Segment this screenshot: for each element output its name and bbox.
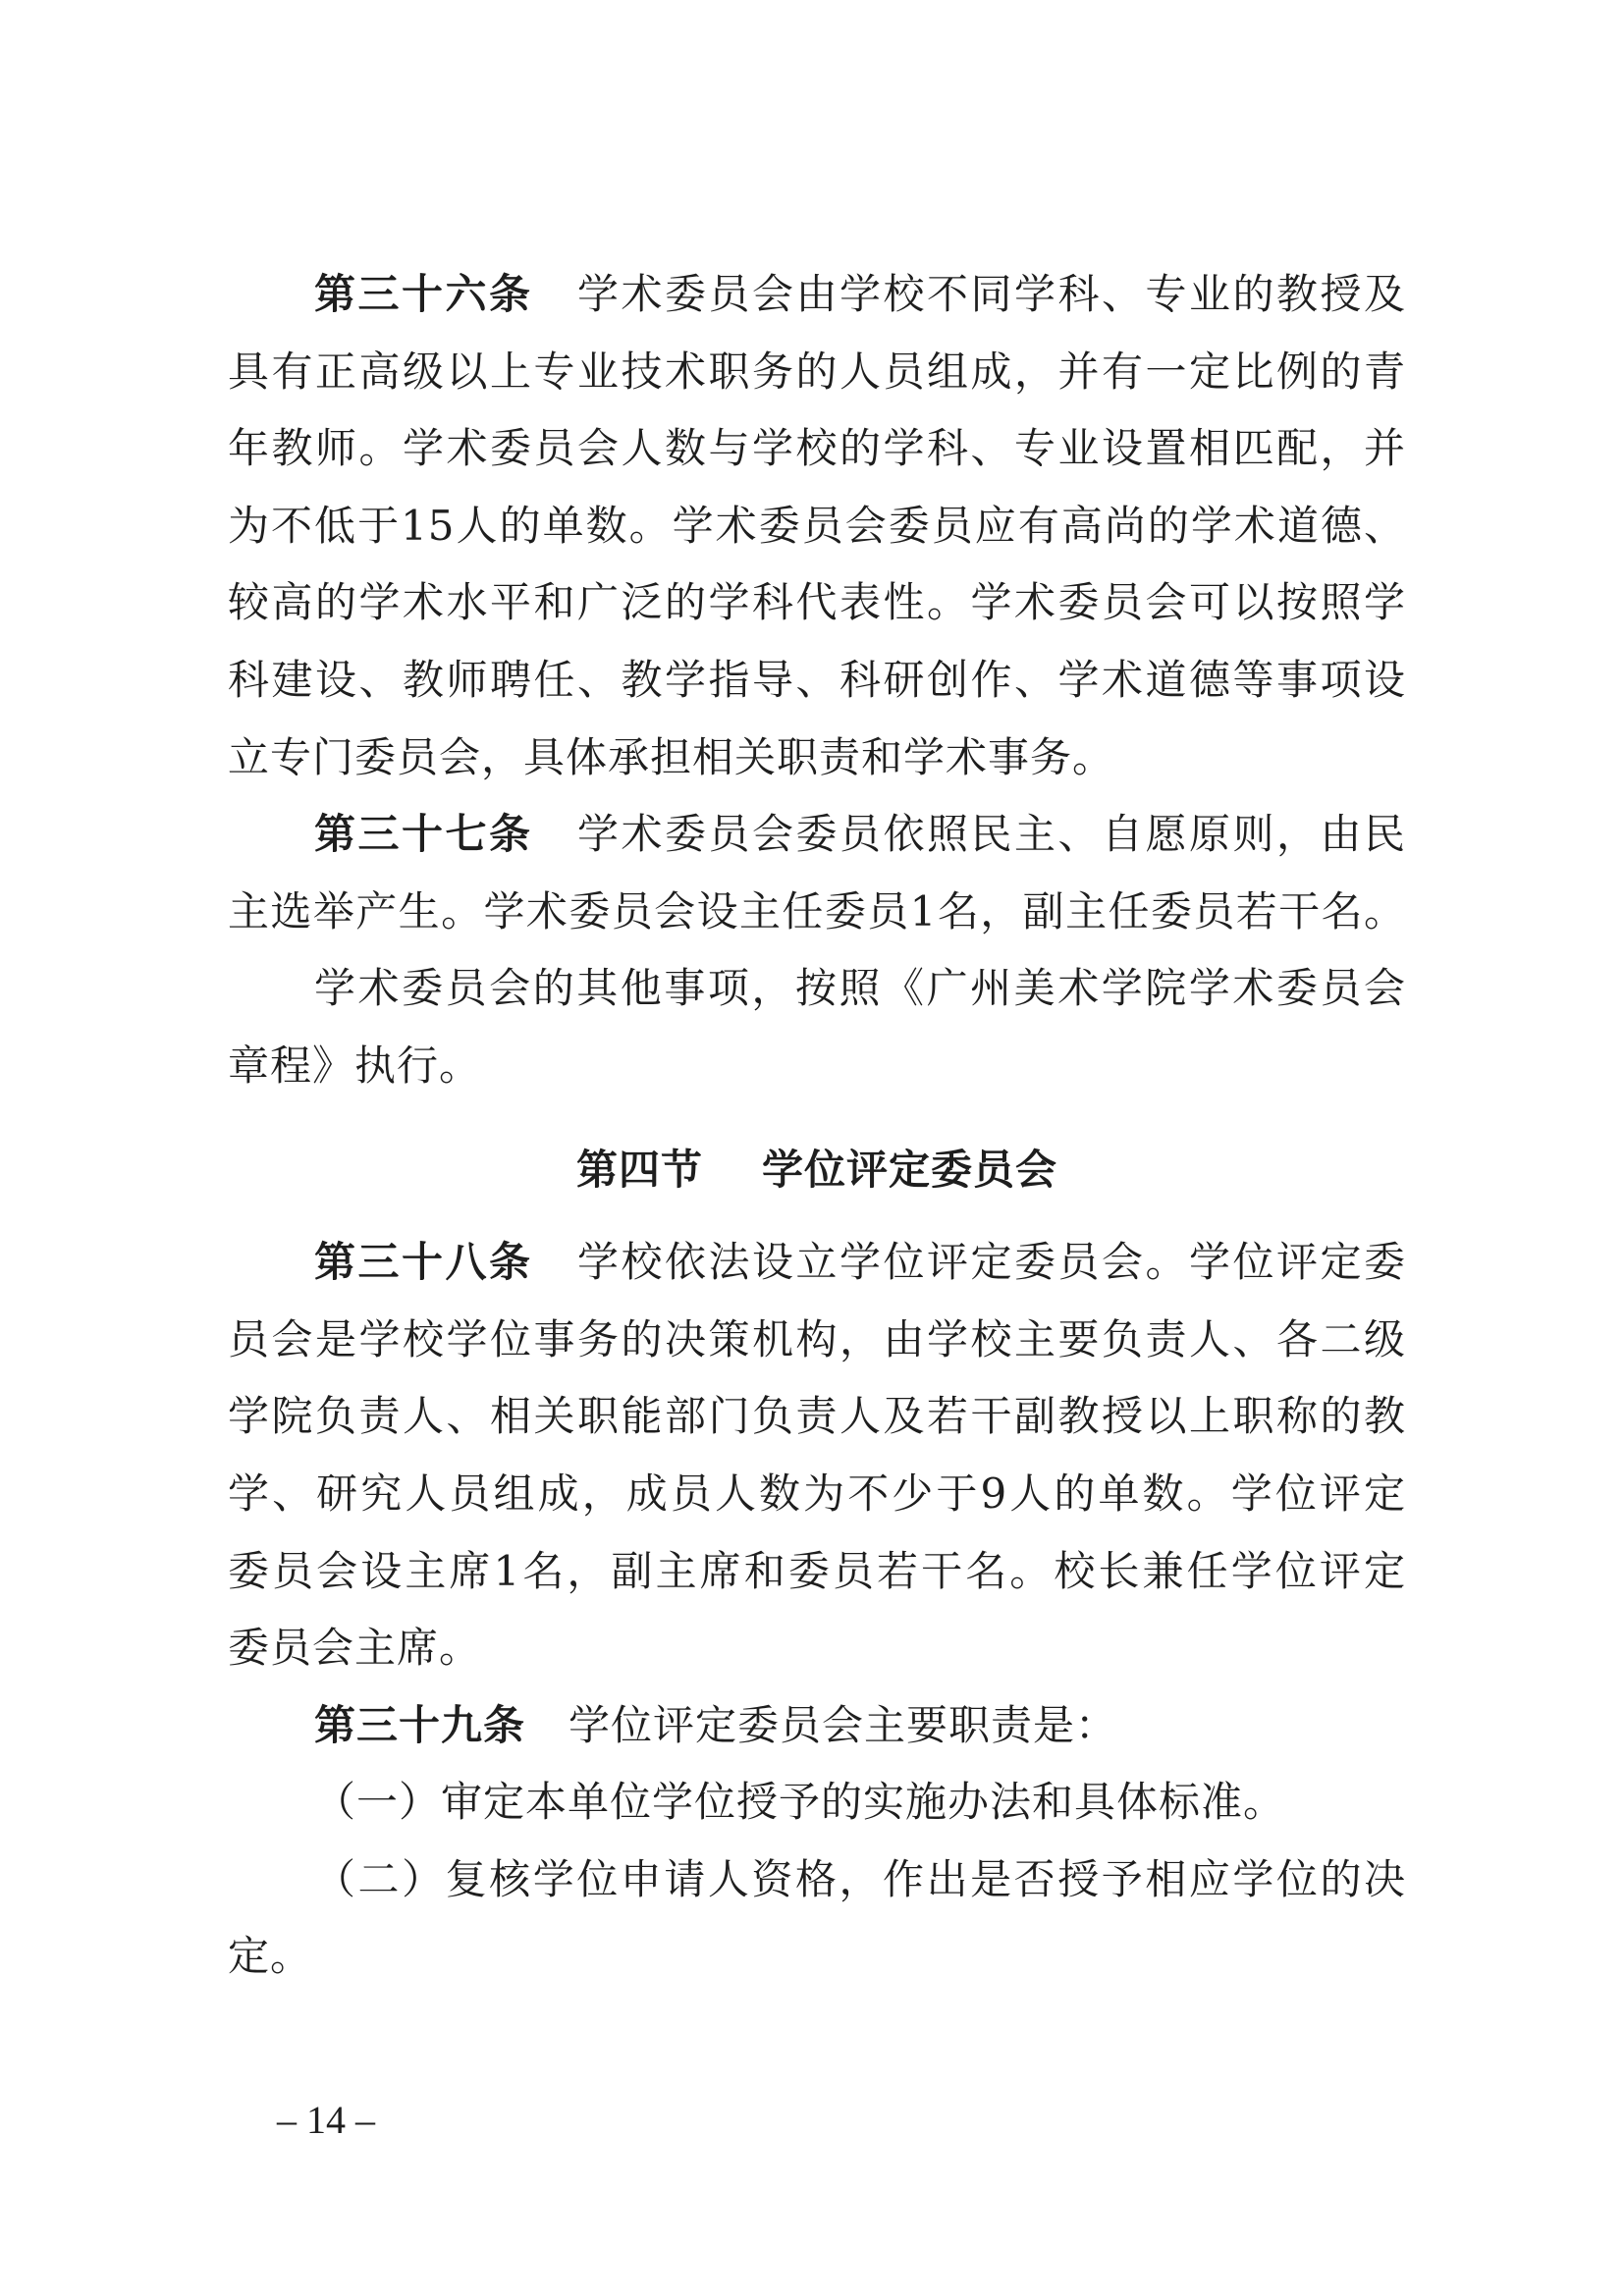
article-36-line-4: 为不低于15人的单数。学术委员会委员应有高尚的学术道德、: [228, 501, 1406, 550]
duty-item-2: [228, 1842, 1406, 1996]
article-38-line-6: 委员会主席。: [228, 1624, 482, 1673]
article-37-line-2: 主选举产生。学术委员会设主任委员1名，副主任委员若干名。: [228, 886, 1406, 935]
page-body: [228, 256, 1406, 1996]
article-39-line-1: [228, 1687, 1406, 1765]
section-number: 第四节: [575, 1145, 703, 1194]
article-37-line-1: [228, 796, 1406, 874]
article-38-line-3: 学院负责人、相关职能部门负责人及若干副教授以上职称的教: [228, 1392, 1406, 1441]
article-37-label: 第三十七条: [314, 810, 533, 859]
article-36-text: 学术委员会由学校不同学科、专业的教授及: [575, 270, 1406, 318]
page-number: – 14 –: [277, 2098, 375, 2142]
article-36-line-7: 立专门委员会，具体承担相关职责和学术事务。: [228, 732, 1115, 781]
article-36-label: 第三十六条: [314, 270, 533, 318]
article-39: [228, 1687, 1406, 1765]
article-36-line-1: [228, 256, 1406, 334]
article-36: [228, 256, 1406, 796]
article-37: [228, 796, 1406, 950]
duty-item-2-line-2: 定。: [228, 1932, 313, 1981]
article-37-text: 学术委员会委员依照民主、自愿原则，由民: [575, 810, 1406, 859]
article-36-line-3: 年教师。学术委员会人数与学校的学科、专业设置相匹配，并: [228, 424, 1406, 473]
article-38-line-1: [228, 1224, 1406, 1302]
article-38-text: 学校依法设立学位评定委员会。学位评定委: [575, 1238, 1406, 1287]
article-39-text: 学位评定委员会主要职责是：: [568, 1700, 1118, 1749]
article-37-note-line-1: 学术委员会的其他事项，按照《广州美术学院学术委员会: [314, 964, 1406, 1013]
article-36-line-2: 具有正高级以上专业技术职务的人员组成，并有一定比例的青: [228, 347, 1406, 396]
article-39-label: 第三十九条: [314, 1700, 526, 1749]
duty-item-2-line-1: （二）复核学位申请人资格，作出是否授予相应学位的决: [314, 1854, 1406, 1903]
article-38-line-2: 员会是学校学位事务的决策机构，由学校主要负责人、各二级: [228, 1314, 1406, 1363]
section-title: 学位评定委员会: [762, 1145, 1058, 1194]
article-38-line-4: 学、研究人员组成，成员人数为不少于9人的单数。学位评定: [228, 1468, 1406, 1518]
article-36-line-6: 科建设、教师聘任、教学指导、科研创作、学术道德等事项设: [228, 655, 1406, 704]
article-37-note-line-2: 章程》执行。: [228, 1041, 482, 1090]
article-38-label: 第三十八条: [314, 1238, 533, 1287]
article-38: [228, 1224, 1406, 1687]
section-heading: [228, 1132, 1406, 1209]
duty-item-1-line-1: （一）审定本单位学位授予的实施办法和具体标准。: [314, 1778, 1286, 1827]
article-38-line-5: 委员会设主席1名，副主席和委员若干名。校长兼任学位评定: [228, 1546, 1406, 1595]
article-37-note: [228, 950, 1406, 1104]
article-36-line-5: 较高的学术水平和广泛的学科代表性。学术委员会可以按照学: [228, 578, 1406, 627]
duty-item-1: [228, 1764, 1406, 1842]
